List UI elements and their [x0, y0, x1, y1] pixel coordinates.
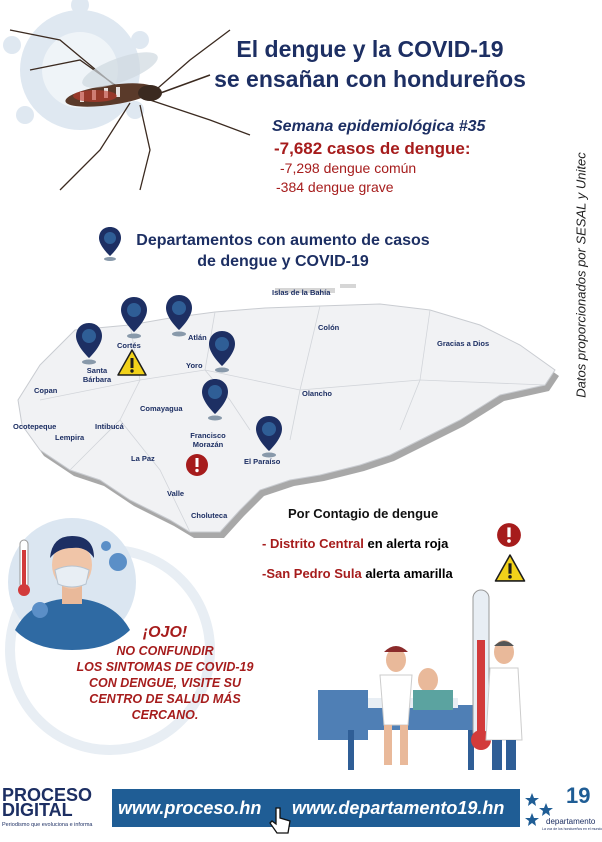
map-pin-icon	[120, 296, 148, 340]
warning-line-1: NO CONFUNDIR	[116, 644, 214, 658]
contagio-title: Por Contagio de dengue	[288, 506, 439, 521]
departamento19-link[interactable]: www.departamento19.hn	[292, 798, 505, 818]
map-label-cortes: Cortés	[117, 341, 141, 350]
map-label-colon: Colón	[318, 323, 340, 332]
map-pin-icon	[201, 378, 229, 422]
dc-name: Distrito Central	[269, 536, 364, 551]
source-note	[566, 120, 596, 430]
warning-line-3: CON DENGUE, VISITE SU	[88, 676, 242, 690]
sps-status: alerta amarilla	[361, 566, 453, 581]
epi-week: Semana epidemiológica #35	[272, 118, 486, 135]
warning-line-2: LOS SINTOMAS DE COVID-19	[76, 660, 254, 674]
severe-dengue: -384 dengue grave	[276, 179, 394, 195]
departments-title-line-1: Departamentos con aumento de casos	[136, 232, 430, 249]
departments-title	[118, 230, 448, 272]
brand-line-2: DIGITAL	[2, 800, 73, 820]
warning-message	[40, 625, 290, 723]
footer-urls-bar	[112, 789, 520, 827]
map-label-ocotepeque: Ocotepeque	[13, 422, 57, 431]
map-label-lempira: Lempira	[55, 433, 85, 442]
map-label-yoro: Yoro	[186, 361, 203, 370]
map-label-choluteca: Choluteca	[191, 511, 228, 520]
proceso-link[interactable]: www.proceso.hn	[118, 798, 262, 818]
map-pin-icon	[165, 294, 193, 338]
warning-line-4: CENTRO DE SALUD MÁS	[89, 692, 241, 706]
map-label-comayagua: Comayagua	[140, 404, 183, 413]
logo-tagline: La voz de los hondureños en el mundo	[542, 827, 602, 831]
cursor-icon	[268, 806, 294, 836]
map-label-olancho: Olancho	[302, 389, 333, 398]
warning-line-5: CERCANO.	[131, 708, 199, 722]
departments-title-line-2: de dengue y COVID-19	[197, 253, 369, 270]
map-label-la-paz: La Paz	[131, 454, 155, 463]
alert-distrito-central	[262, 536, 448, 551]
map-label-islas: Islas de la Bahía	[272, 288, 331, 297]
brand-line-1: PROCESO	[2, 785, 93, 805]
dc-status: en alerta roja	[363, 536, 449, 551]
title-line-1: El dengue y la COVID-19	[236, 36, 504, 62]
red-alert-icon	[496, 522, 522, 548]
map-pin-icon	[75, 322, 103, 366]
map-label-intibuca: Intibucá	[95, 422, 124, 431]
page-title	[160, 34, 580, 94]
dc-prefix: -	[262, 536, 270, 551]
warning-icon	[117, 349, 147, 376]
honduras-map	[0, 270, 566, 540]
departamento19-logo	[524, 783, 602, 833]
map-pin-icon	[208, 330, 236, 374]
map-label-atlantida: Atlán	[188, 333, 207, 342]
source-note-text: Datos proporcionados por SESAL y Unitec	[573, 152, 589, 398]
map-label-el-paraiso: El Paraíso	[244, 457, 281, 466]
warning-heading: ¡OJO!	[142, 624, 188, 641]
red-alert-icon	[185, 453, 209, 477]
brand-tagline: Periodismo que evoluciona e informa	[2, 822, 93, 828]
logo-number: 19	[566, 783, 591, 808]
map-label-francisco-morazan: Francisco Morazán	[190, 431, 226, 449]
mosquito-illustration	[0, 0, 300, 200]
logo-word: departamento	[546, 817, 596, 826]
alert-san-pedro-sula	[262, 566, 453, 581]
hospital-illustration	[318, 580, 538, 780]
map-pin-icon	[255, 415, 283, 459]
title-line-2: se ensañan con hondureños	[214, 66, 526, 92]
map-label-santa-barbara: Santa Bárbara	[82, 366, 112, 384]
map-label-gracias: Gracias a Dios	[437, 339, 490, 348]
brand-logo	[2, 785, 93, 820]
common-dengue: -7,298 dengue común	[280, 160, 417, 176]
map-label-valle: Valle	[167, 489, 185, 498]
sps-name: -San Pedro Sula	[262, 566, 362, 581]
warning-icon	[494, 554, 526, 582]
map-label-copan: Copan	[34, 386, 58, 395]
total-cases: -7,682 casos de dengue:	[274, 139, 471, 158]
